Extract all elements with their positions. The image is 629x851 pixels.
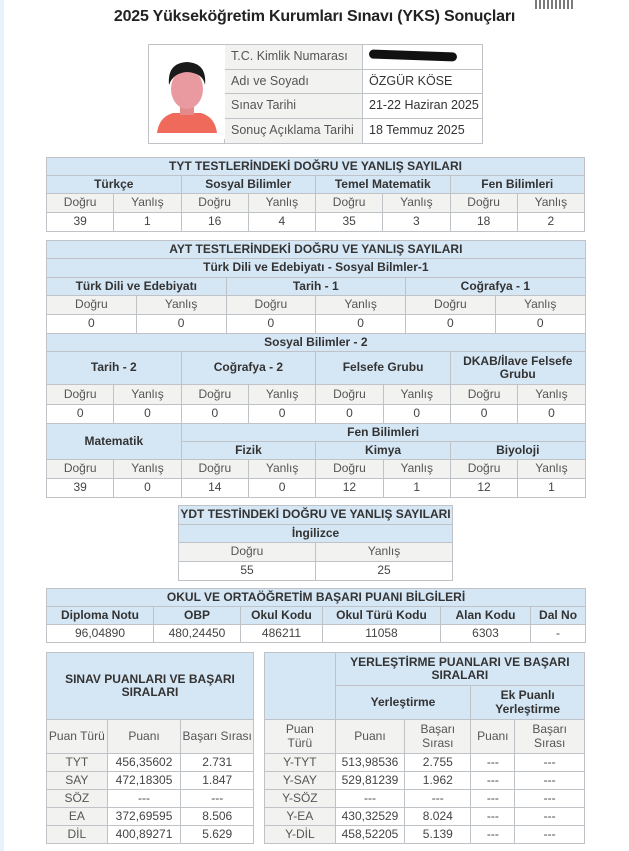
dogru-label: Doğru bbox=[226, 296, 316, 315]
sira-value: --- bbox=[405, 790, 471, 808]
ydt-table bbox=[178, 505, 453, 581]
ek-puan-value: --- bbox=[471, 826, 515, 844]
sira-value: 2.755 bbox=[405, 754, 471, 772]
ek-sira-value: --- bbox=[515, 772, 585, 790]
photo-image bbox=[149, 45, 225, 139]
yanlis-value: 0 bbox=[136, 315, 226, 334]
puan-turu: Y-DİL bbox=[265, 826, 336, 844]
puan-value: 513,98536 bbox=[335, 754, 405, 772]
puan-turu: Y-EA bbox=[265, 808, 336, 826]
yanlis-value: 0 bbox=[114, 405, 181, 424]
dogru-label: Doğru bbox=[181, 385, 248, 405]
yanlis-value: 0 bbox=[518, 405, 585, 424]
sira-value: 2.731 bbox=[181, 754, 254, 772]
puan-turu: DİL bbox=[47, 826, 108, 844]
puan-value: 400,89271 bbox=[107, 826, 181, 844]
yanlis-value: 0 bbox=[248, 479, 315, 498]
yanlis-label: Yanlış bbox=[248, 460, 315, 479]
ek-puan-value: --- bbox=[471, 808, 515, 826]
sira-value: 5.629 bbox=[181, 826, 254, 844]
yanlis-value: 0 bbox=[383, 405, 450, 424]
subject-header: Temel Matematik bbox=[316, 176, 451, 194]
ek-puanli-subheader: Ek Puanlı Yerleştirme bbox=[471, 686, 585, 720]
subject-header: Fen Bilimleri bbox=[450, 176, 585, 194]
okul-value: 6303 bbox=[441, 625, 531, 643]
dogru-value: 12 bbox=[316, 479, 383, 498]
dogru-label: Doğru bbox=[181, 194, 248, 213]
candidate-info bbox=[148, 44, 483, 144]
info-label: T.C. Kimlik Numarası bbox=[225, 45, 363, 70]
tyt-title: TYT TESTLERİNDEKİ DOĞRU VE YANLIŞ SAYILARI bbox=[47, 158, 585, 176]
sinav-puanlari-table bbox=[46, 652, 254, 844]
ek-sira-value: --- bbox=[515, 754, 585, 772]
puan-turu: SAY bbox=[47, 772, 108, 790]
subject-header: Tarih - 1 bbox=[226, 278, 406, 296]
dogru-label: Doğru bbox=[450, 194, 517, 213]
info-label: Adı ve Soyadı bbox=[225, 69, 363, 94]
dogru-value: 18 bbox=[450, 213, 517, 232]
yanlis-value: 1 bbox=[383, 479, 450, 498]
dogru-value: 0 bbox=[226, 315, 316, 334]
okul-header: Okul Kodu bbox=[241, 607, 323, 625]
okul-title: OKUL VE ORTAÖĞRETİM BAŞARI PUANI BİLGİLERİ bbox=[47, 589, 586, 607]
subject-header: Biyoloji bbox=[450, 442, 585, 460]
sira-value: 5.139 bbox=[405, 826, 471, 844]
yanlis-label: Yanlış bbox=[114, 460, 181, 479]
yanlis-label: Yanlış bbox=[495, 296, 585, 315]
yanlis-label: Yanlış bbox=[383, 385, 450, 405]
dogru-value: 0 bbox=[406, 315, 496, 334]
yerlestirme-title: YERLEŞTİRME PUANLARI VE BAŞARI SIRALARI bbox=[335, 653, 584, 686]
dogru-label: Doğru bbox=[316, 194, 383, 213]
yerlestirme-table bbox=[264, 652, 585, 844]
puan-value: --- bbox=[107, 790, 181, 808]
dogru-value: 0 bbox=[47, 315, 137, 334]
ek-sira-value: --- bbox=[515, 808, 585, 826]
okul-value: 480,24450 bbox=[154, 625, 241, 643]
ek-puan-value: --- bbox=[471, 790, 515, 808]
dogru-label: Doğru bbox=[316, 385, 383, 405]
dogru-value: 35 bbox=[316, 213, 383, 232]
info-value-result-date: 18 Temmuz 2025 bbox=[363, 119, 483, 144]
info-value-name: ÖZGÜR KÖSE bbox=[363, 69, 483, 94]
ayt-group1-title: Türk Dili ve Edebiyatı - Sosyal Bilmler-1 bbox=[47, 259, 586, 278]
dogru-label: Doğru bbox=[450, 385, 517, 405]
puan-value: 430,32529 bbox=[335, 808, 405, 826]
sira-value: --- bbox=[181, 790, 254, 808]
ek-puan-value: --- bbox=[471, 754, 515, 772]
info-value-exam-date: 21-22 Haziran 2025 bbox=[363, 94, 483, 119]
puan-turu: SÖZ bbox=[47, 790, 108, 808]
dogru-label: Doğru bbox=[179, 543, 316, 562]
yanlis-value: 0 bbox=[316, 315, 406, 334]
dogru-value: 39 bbox=[47, 213, 114, 232]
yanlis-value: 2 bbox=[517, 213, 584, 232]
puan-value: 456,35602 bbox=[107, 754, 181, 772]
dogru-value: 14 bbox=[181, 479, 248, 498]
dogru-label: Doğru bbox=[47, 296, 137, 315]
okul-header: Alan Kodu bbox=[441, 607, 531, 625]
puan-turu: Y-TYT bbox=[265, 754, 336, 772]
dogru-value: 0 bbox=[450, 405, 517, 424]
dogru-value: 39 bbox=[47, 479, 114, 498]
okul-header: Dal No bbox=[531, 607, 586, 625]
yanlis-label: Yanlış bbox=[518, 460, 585, 479]
sira-value: 1.962 bbox=[405, 772, 471, 790]
puan-value: 372,69595 bbox=[107, 808, 181, 826]
subject-header: İngilizce bbox=[179, 525, 453, 543]
yanlis-value: 0 bbox=[248, 405, 315, 424]
yanlis-label: Yanlış bbox=[248, 194, 315, 213]
okul-header: OBP bbox=[154, 607, 241, 625]
sira-value: 1.847 bbox=[181, 772, 254, 790]
okul-value: 96,04890 bbox=[47, 625, 154, 643]
puan-value: 529,81239 bbox=[335, 772, 405, 790]
okul-value: - bbox=[531, 625, 586, 643]
puan-turu-label: Puan Türü bbox=[47, 720, 108, 754]
yanlis-value: 1 bbox=[114, 213, 181, 232]
yanlis-label: Yanlış bbox=[517, 194, 584, 213]
page-edge bbox=[0, 0, 4, 851]
yanlis-label: Yanlış bbox=[248, 385, 315, 405]
basari-sirasi-label: Başarı Sırası bbox=[405, 720, 471, 754]
tyt-table bbox=[46, 157, 585, 232]
puan-turu: EA bbox=[47, 808, 108, 826]
subject-header: Coğrafya - 1 bbox=[406, 278, 586, 296]
subject-header-matematik: Matematik bbox=[47, 424, 182, 460]
yanlis-value: 0 bbox=[495, 315, 585, 334]
subject-header: Fizik bbox=[181, 442, 316, 460]
ayt-title: AYT TESTLERİNDEKİ DOĞRU VE YANLIŞ SAYILARI bbox=[47, 241, 586, 259]
puani-label: Puanı bbox=[335, 720, 405, 754]
ek-basari-sirasi-label: Başarı Sırası bbox=[515, 720, 585, 754]
yanlis-label: Yanlış bbox=[383, 194, 450, 213]
subject-header: Kimya bbox=[316, 442, 451, 460]
yanlis-label: Yanlış bbox=[316, 296, 406, 315]
ydt-title: YDT TESTİNDEKİ DOĞRU VE YANLIŞ SAYILARI bbox=[179, 506, 453, 525]
subject-header: Türkçe bbox=[47, 176, 182, 194]
yanlis-value: 3 bbox=[383, 213, 450, 232]
yanlis-value: 25 bbox=[316, 562, 453, 581]
puan-value: 472,18305 bbox=[107, 772, 181, 790]
dogru-value: 0 bbox=[181, 405, 248, 424]
puan-value: --- bbox=[335, 790, 405, 808]
dogru-value: 55 bbox=[179, 562, 316, 581]
sinav-title: SINAV PUANLARI VE BAŞARI SIRALARI bbox=[47, 653, 254, 720]
puan-turu: Y-SÖZ bbox=[265, 790, 336, 808]
yanlis-label: Yanlış bbox=[518, 385, 585, 405]
dogru-value: 0 bbox=[47, 405, 114, 424]
ayt-group2-title: Sosyal Bilimler - 2 bbox=[47, 334, 586, 352]
yanlis-value: 4 bbox=[248, 213, 315, 232]
dogru-value: 0 bbox=[316, 405, 383, 424]
okul-value: 11058 bbox=[323, 625, 441, 643]
info-value-tc bbox=[363, 45, 483, 70]
dogru-label: Doğru bbox=[450, 460, 517, 479]
dogru-label: Doğru bbox=[47, 385, 114, 405]
puan-turu: TYT bbox=[47, 754, 108, 772]
okul-header: Diploma Notu bbox=[47, 607, 154, 625]
info-label: Sonuç Açıklama Tarihi bbox=[225, 119, 363, 144]
okul-header: Okul Türü Kodu bbox=[323, 607, 441, 625]
ek-sira-value: --- bbox=[515, 790, 585, 808]
yerlestirme-blank-header bbox=[265, 653, 336, 720]
ek-puani-label: Puanı bbox=[471, 720, 515, 754]
dogru-label: Doğru bbox=[316, 460, 383, 479]
sira-value: 8.024 bbox=[405, 808, 471, 826]
okul-value: 486211 bbox=[241, 625, 323, 643]
fen-title: Fen Bilimleri bbox=[181, 424, 585, 442]
candidate-photo bbox=[149, 45, 225, 144]
yanlis-value: 0 bbox=[114, 479, 181, 498]
yerlestirme-subheader: Yerleştirme bbox=[335, 686, 471, 720]
info-label: Sınav Tarihi bbox=[225, 94, 363, 119]
basari-sirasi-label: Başarı Sırası bbox=[181, 720, 254, 754]
okul-table bbox=[46, 588, 586, 643]
puan-turu-label: Puan Türü bbox=[265, 720, 336, 754]
puani-label: Puanı bbox=[107, 720, 181, 754]
subject-header: DKAB/İlave Felsefe Grubu bbox=[450, 352, 585, 385]
yanlis-label: Yanlış bbox=[114, 194, 181, 213]
dogru-label: Doğru bbox=[181, 460, 248, 479]
dogru-label: Doğru bbox=[406, 296, 496, 315]
subject-header: Tarih - 2 bbox=[47, 352, 182, 385]
subject-header: Türk Dili ve Edebiyatı bbox=[47, 278, 227, 296]
yanlis-value: 1 bbox=[518, 479, 585, 498]
puan-value: 458,52205 bbox=[335, 826, 405, 844]
dogru-label: Doğru bbox=[47, 194, 114, 213]
dogru-label: Doğru bbox=[47, 460, 114, 479]
yanlis-label: Yanlış bbox=[316, 543, 453, 562]
ek-puan-value: --- bbox=[471, 772, 515, 790]
subject-header: Coğrafya - 2 bbox=[181, 352, 316, 385]
page-title: 2025 Yükseköğretim Kurumları Sınavı (YKS) Sonuçları bbox=[113, 8, 516, 25]
ek-sira-value: --- bbox=[515, 826, 585, 844]
yanlis-label: Yanlış bbox=[383, 460, 450, 479]
sira-value: 8.506 bbox=[181, 808, 254, 826]
redaction-mark bbox=[369, 49, 457, 61]
yanlis-label: Yanlış bbox=[114, 385, 181, 405]
subject-header: Sosyal Bilimler bbox=[181, 176, 316, 194]
yanlis-label: Yanlış bbox=[136, 296, 226, 315]
dogru-value: 12 bbox=[450, 479, 517, 498]
dogru-value: 16 bbox=[181, 213, 248, 232]
puan-turu: Y-SAY bbox=[265, 772, 336, 790]
ayt-table bbox=[46, 240, 586, 498]
subject-header: Felsefe Grubu bbox=[316, 352, 451, 385]
